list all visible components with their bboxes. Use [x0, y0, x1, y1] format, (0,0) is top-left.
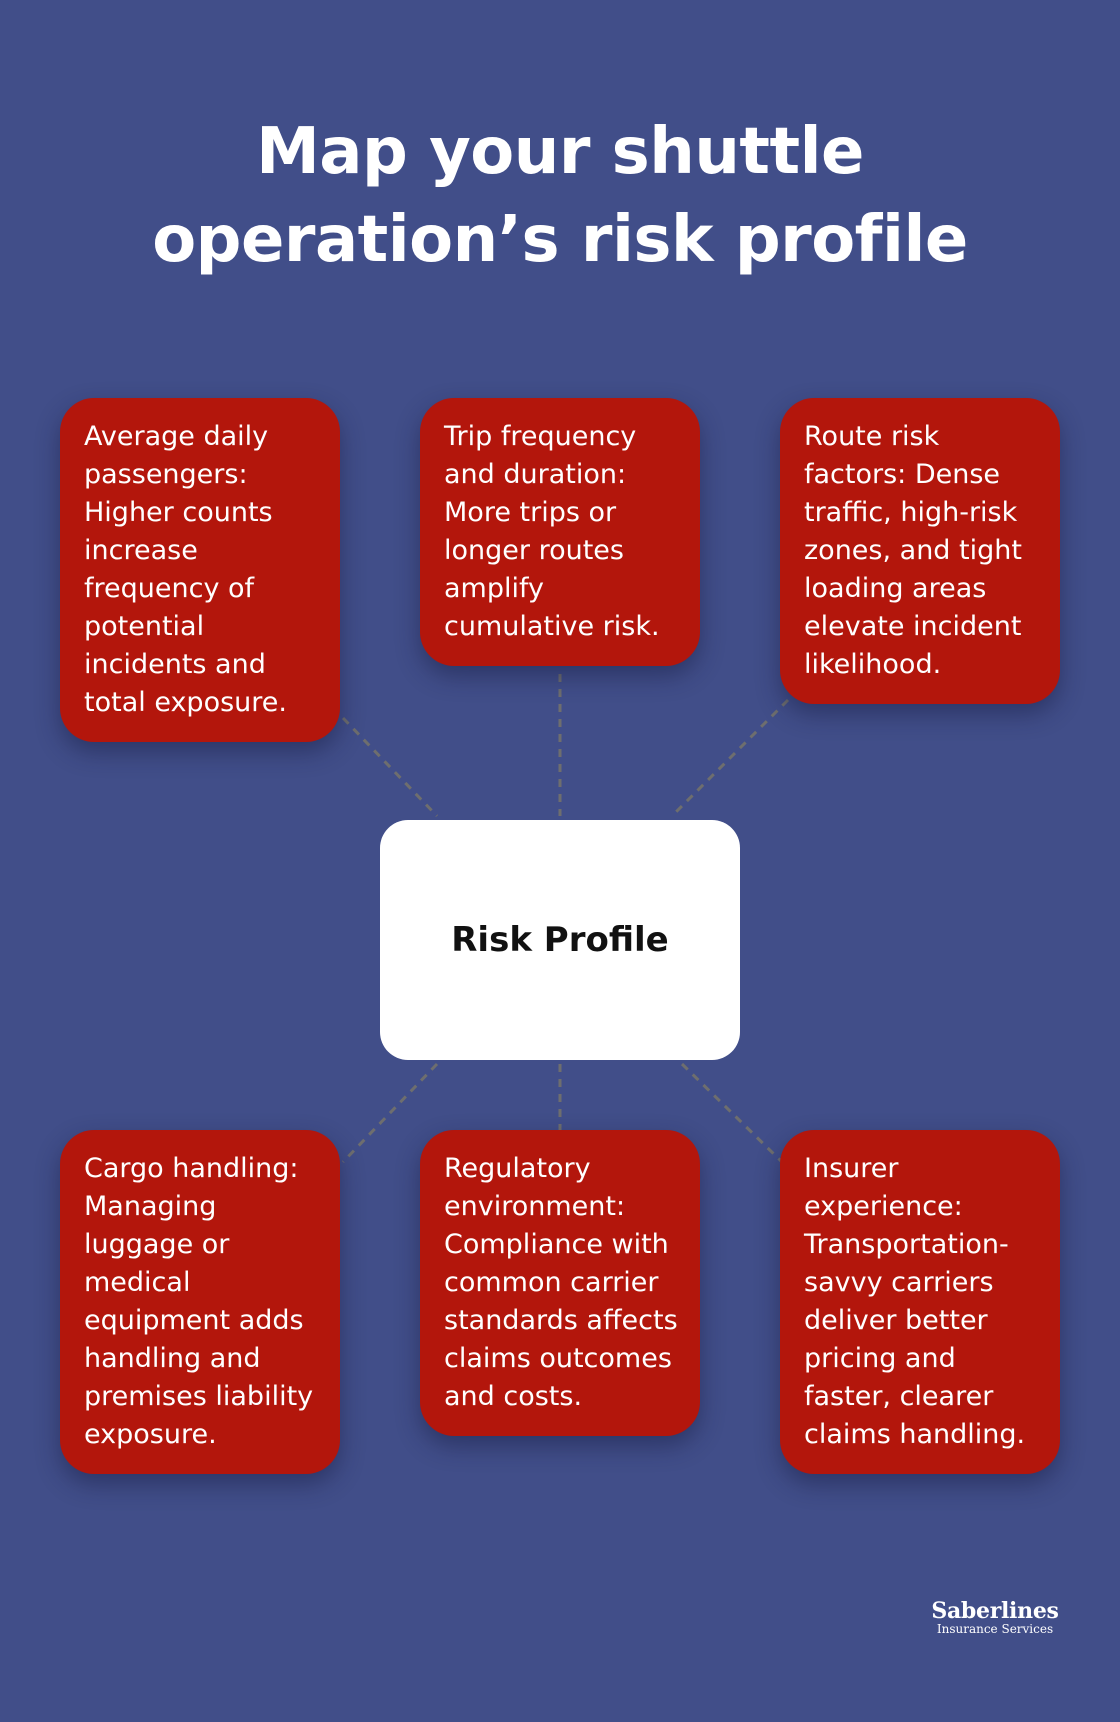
factor-card-route-risk	[780, 398, 1060, 704]
factor-card-cargo-handling	[60, 1130, 340, 1474]
factor-card-text: Insurer experience: Transportation-savvy carriers deliver better pricing and faster, clearer claims handling.	[804, 1153, 1026, 1450]
connector-line-top-left	[343, 718, 437, 816]
factor-card-text: Cargo handling: Managing luggage or medical equipment adds handling and premises liability exposure.	[84, 1153, 314, 1450]
brand-logo	[920, 1600, 1070, 1635]
factor-card-regulatory	[420, 1130, 700, 1436]
factor-card-text: Trip frequency and duration: More trips or longer routes amplify cumulative risk.	[444, 421, 660, 642]
center-node-label: Risk Profile	[451, 920, 669, 960]
factor-card-text: Route risk factors: Dense traffic, high-risk zones, and tight loading areas elevate incident likelihood.	[804, 421, 1022, 680]
logo-subtitle: Insurance Services	[936, 1622, 1054, 1636]
center-node	[380, 820, 740, 1060]
factor-card-passengers	[60, 398, 340, 742]
factor-card-insurer-experience	[780, 1130, 1060, 1474]
factor-card-text: Average daily passengers: Higher counts increase frequency of potential incidents and total exposure.	[84, 421, 287, 718]
logo-name: Saberlines	[931, 1598, 1059, 1624]
page-title: Map your shuttle operation’s risk profile	[152, 115, 968, 277]
factor-card-trip-frequency	[420, 398, 700, 666]
factor-card-text: Regulatory environment: Compliance with common carrier standards affects claims outcomes and costs.	[444, 1153, 678, 1412]
connector-line-bottom-right	[682, 1064, 782, 1162]
connector-line-top-right	[672, 700, 788, 816]
